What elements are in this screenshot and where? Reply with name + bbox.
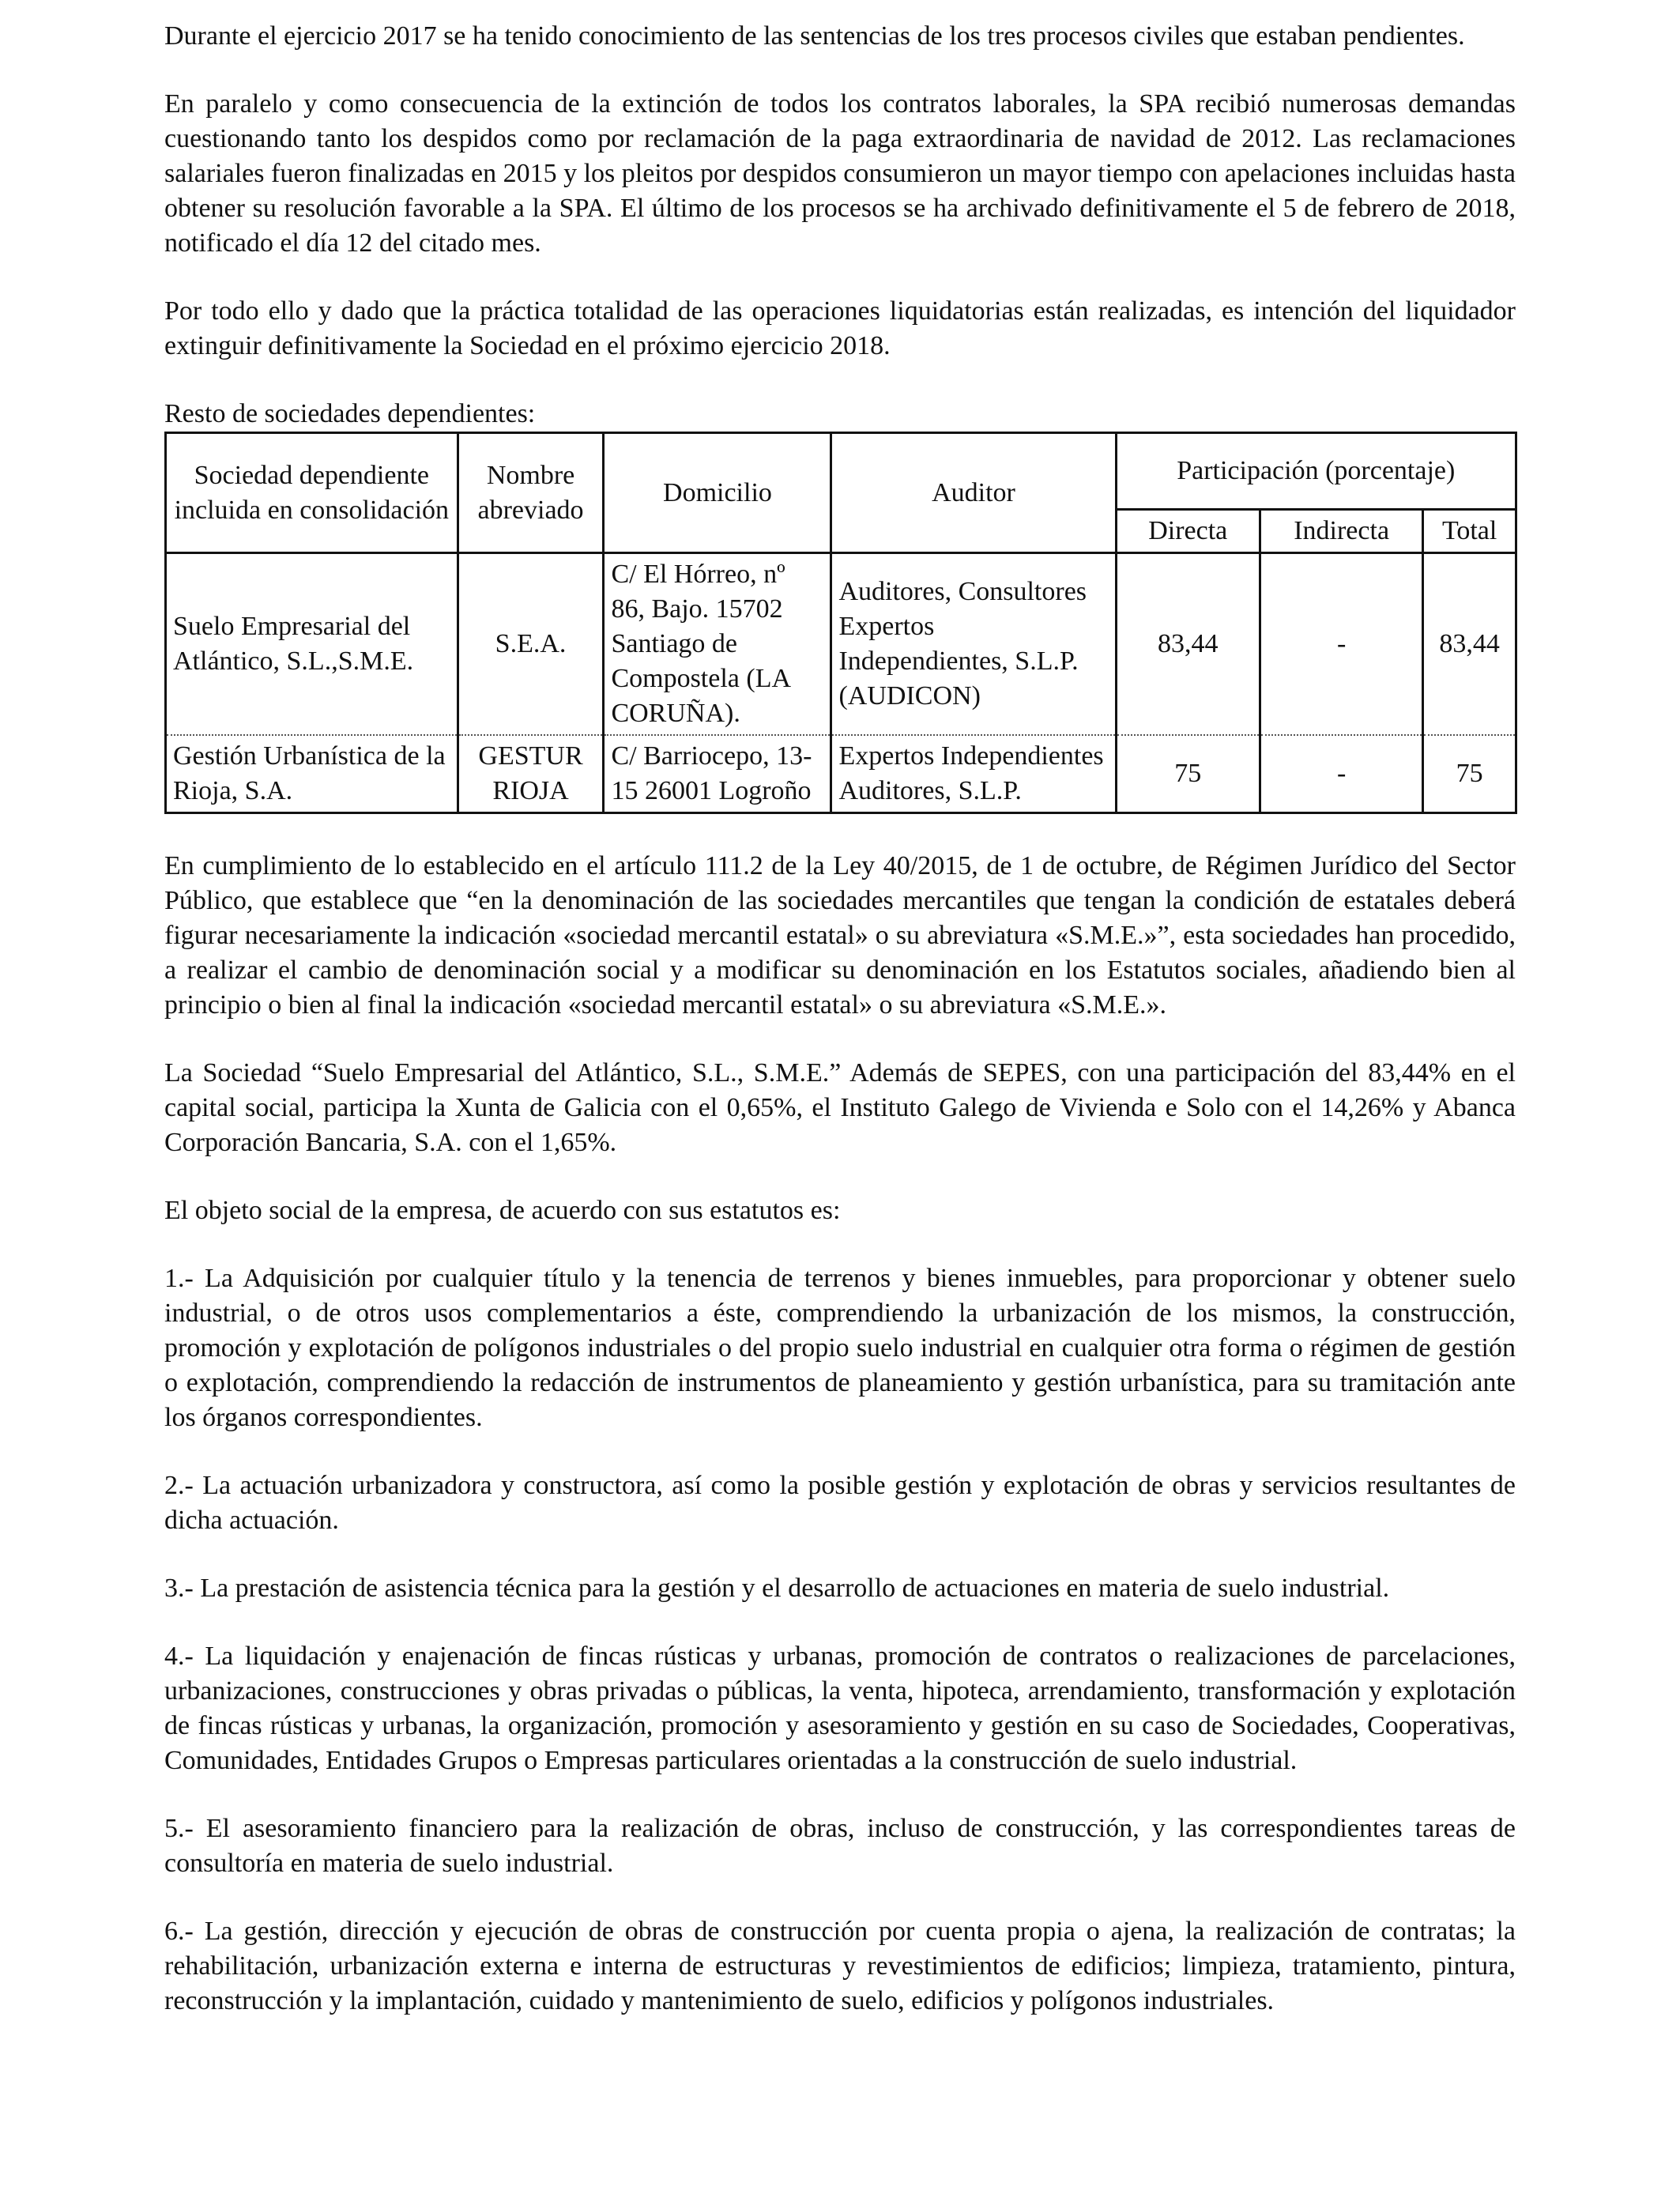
purpose-item-2: 2.- La actuación urbanizadora y constructora, así como la posible gestión y explotación de obras y servicios resultantes de dicha actuación. (164, 1471, 1516, 1535)
purpose-item-5: 5.- El asesoramiento financiero para la realización de obras, incluso de construcción, y las correspondientes tareas de consultoría en materia de suelo industrial. (164, 1814, 1516, 1878)
header-participation: Participación (porcentaje) (1116, 433, 1516, 510)
paragraph-liquidation-intent: Por todo ello y dado que la práctica totalidad de las operaciones liquidatorias están realizadas, es intención del liquidador extinguir definitivamente la Sociedad en el próximo ejercicio 2018. (164, 296, 1516, 360)
cell-indirect: - (1260, 553, 1422, 736)
cell-direct: 83,44 (1116, 553, 1260, 736)
table-row (166, 735, 1516, 813)
header-direct: Directa (1116, 510, 1260, 553)
header-address: Domicilio (604, 433, 831, 553)
cell-short-name: S.E.A. (458, 553, 604, 736)
paragraph-labor-claims: En paralelo y como consecuencia de la extinción de todos los contratos laborales, la SPA recibió numerosas demandas cuestionando tanto los despidos como por reclamación de la paga extraordinaria de navidad de 2012. Las reclamaciones salariales fueron finalizadas en 2015 y los pleitos por despidos consumieron un mayor tiempo con apelaciones incluidas hasta obtener su resolución favorable a la SPA. El último de los procesos se ha archivado definitivamente el 5 de febrero de 2018, notificado el día 12 del citado mes. (164, 89, 1516, 258)
cell-direct: 75 (1116, 735, 1260, 813)
header-short-name: Nombre abreviado (458, 433, 604, 553)
cell-address: C/ El Hórreo, nº 86, Bajo. 15702 Santiago de Compostela (LA CORUÑA). (604, 553, 831, 736)
header-auditor: Auditor (831, 433, 1116, 553)
paragraph-civil-processes: Durante el ejercicio 2017 se ha tenido conocimiento de las sentencias de los tres procesos civiles que estaban pendientes. (164, 21, 1465, 51)
cell-total: 83,44 (1423, 553, 1516, 736)
paragraph-shareholders: La Sociedad “Suelo Empresarial del Atlántico, S.L., S.M.E.” Además de SEPES, con una participación del 83,44% en el capital social, participa la Xunta de Galicia con el 0,65%, el Instituto Galego de Vivienda e Solo con el 14,26% y Abanca Corporación Bancaria, S.A. con el 1,65%. (164, 1058, 1516, 1157)
purpose-item-3: 3.- La prestación de asistencia técnica para la gestión y el desarrollo de actuaciones en materia de suelo industrial. (164, 1574, 1390, 1603)
purpose-item-6: 6.- La gestión, dirección y ejecución de obras de construcción por cuenta propia o ajena, la realización de contratas; la rehabilitación, urbanización externa e interna de estructuras y revestimientos de edificios; limpieza, tratamiento, pintura, reconstrucción y la implantación, cuidado y mantenimiento de suelo, edificios y polígonos industriales. (164, 1917, 1516, 2015)
table-row (166, 553, 1516, 736)
purpose-item-1: 1.- La Adquisición por cualquier título y la tenencia de terrenos y bienes inmuebles, para proporcionar y obtener suelo industrial, o de otros usos complementarios a éste, comprendiendo la urbanización de los mismos, la construcción, promoción y explotación de polígonos industriales o del propio suelo industrial en cualquier otra forma o régimen de gestión o explotación, comprendiendo la redacción de instrumentos de planeamiento y gestión urbanística, para su tramitación ante los órganos correspondientes. (164, 1264, 1516, 1432)
cell-auditor: Auditores, Consultores Expertos Independientes, S.L.P. (AUDICON) (831, 553, 1116, 736)
subsidiaries-table (164, 432, 1517, 814)
document-page (164, 19, 1516, 2019)
paragraph-law-compliance: En cumplimiento de lo establecido en el artículo 111.2 de la Ley 40/2015, de 1 de octubre, de Régimen Jurídico del Sector Público, que establece que “en la denominación de las sociedades mercantiles que tengan la condición de estatales deberá figurar necesariamente la indicación «sociedad mercantil estatal» o su abreviatura «S.M.E.»”, esta sociedades han procedido, a realizar el cambio de denominación social y a modificar su denominación en los Estatutos sociales, añadiendo bien al principio o bien al final la indicación «sociedad mercantil estatal» o su abreviatura «S.M.E.». (164, 851, 1516, 1020)
header-indirect: Indirecta (1260, 510, 1422, 553)
cell-auditor: Expertos Independientes Auditores, S.L.P. (831, 735, 1116, 813)
cell-total: 75 (1423, 735, 1516, 813)
header-company: Sociedad dependiente incluida en consolidación (166, 433, 458, 553)
cell-indirect: - (1260, 735, 1422, 813)
paragraph-corporate-purpose-intro: El objeto social de la empresa, de acuerdo con sus estatutos es: (164, 1196, 841, 1225)
cell-address: C/ Barriocepo, 13-15 26001 Logroño (604, 735, 831, 813)
purpose-item-4: 4.- La liquidación y enajenación de fincas rústicas y urbanas, promoción de contratos o realizaciones de parcelaciones, urbanizaciones, construcciones y obras privadas o públicas, la venta, hipoteca, arrendamiento, transformación y explotación de fincas rústicas y urbanas, la organización, promoción y asesoramiento y gestión en su caso de Sociedades, Cooperativas, Comunidades, Entidades Grupos o Empresas particulares orientadas a la construcción de suelo industrial. (164, 1642, 1516, 1775)
cell-company: Gestión Urbanística de la Rioja, S.A. (166, 735, 458, 813)
table-caption: Resto de sociedades dependientes: (164, 399, 536, 428)
cell-company: Suelo Empresarial del Atlántico, S.L.,S.M.E. (166, 553, 458, 736)
cell-short-name: GESTUR RIOJA (458, 735, 604, 813)
header-total: Total (1423, 510, 1516, 553)
